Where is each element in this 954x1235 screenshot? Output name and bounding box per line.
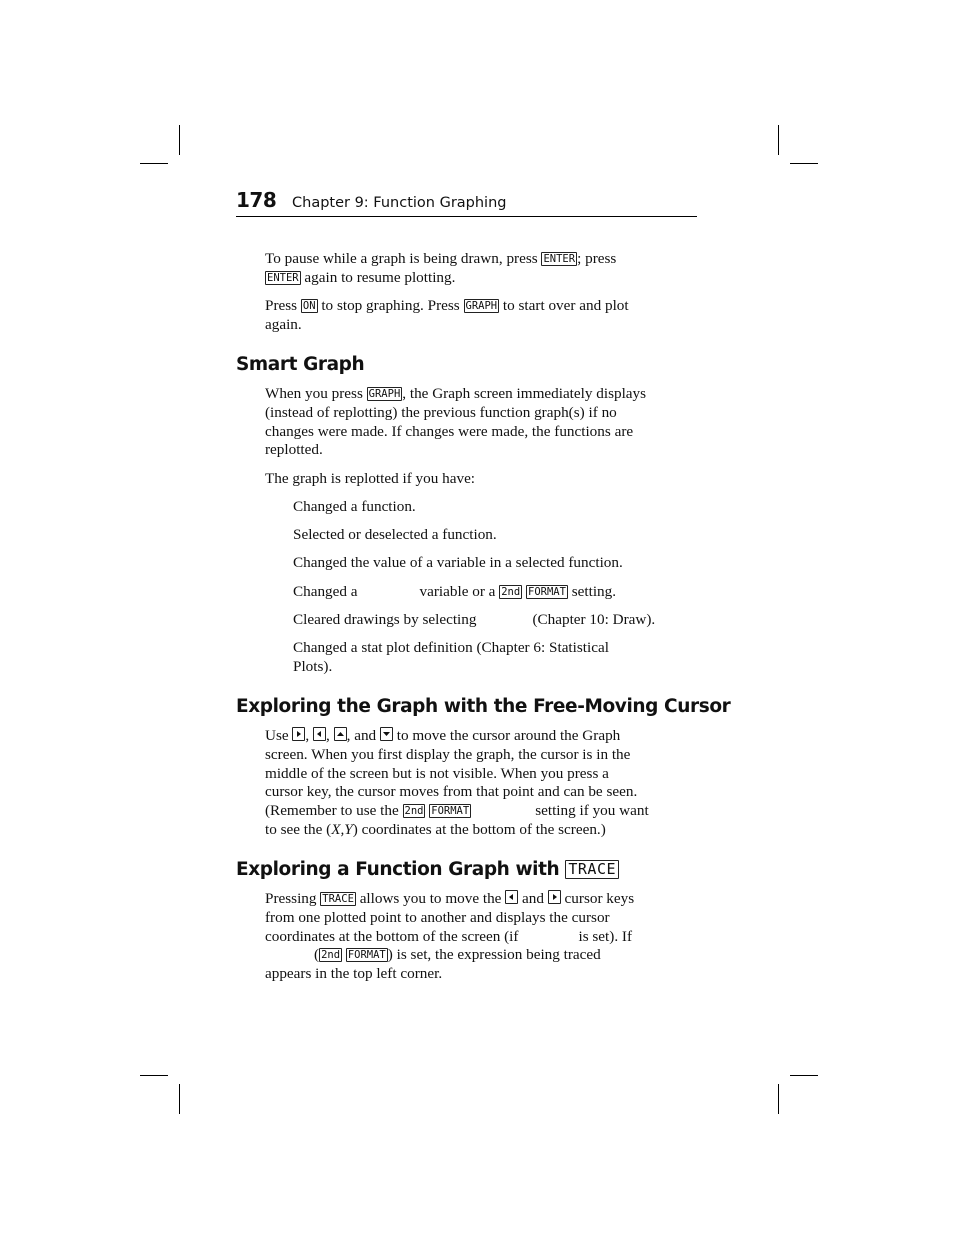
format-key: FORMAT: [347, 949, 386, 962]
down-arrow-icon: [380, 727, 393, 741]
trace-key: TRACE: [565, 860, 619, 879]
crop-mark: [778, 125, 779, 155]
trace-paragraph: Pressing TRACE allows you to move the and cursor keys from one plotted point to another and displays the cursor coordinates at the bottom of the screen (if is set). If ( 2nd FORMAT ) is set, the expression being traced appears in the top left corner.: [265, 890, 635, 983]
list-item: Cleared drawings by selecting (Chapter 10: Draw).: [293, 611, 656, 628]
format-key: FORMAT: [528, 586, 566, 598]
up-arrow-icon: [334, 727, 347, 741]
list-item: Changed a variable or a 2nd FORMAT setting.: [293, 583, 617, 600]
on-key: ON: [302, 300, 316, 312]
list-item: Changed the value of a variable in a selected function.: [293, 554, 623, 571]
left-arrow-icon: [505, 890, 518, 904]
page-header: [236, 188, 697, 217]
crop-mark: [140, 163, 168, 164]
section-heading-smart-graph: Smart Graph: [236, 354, 365, 375]
enter-key: ENTER: [267, 271, 299, 284]
graph-key: GRAPH: [465, 300, 498, 312]
second-key: 2nd: [404, 805, 424, 818]
left-arrow-icon: [313, 727, 326, 741]
free-cursor-paragraph: Use , , , and to move the cursor around the Graph screen. When you first display the graph, the cursor is in the middle of the screen but is not visible. When you press a cursor key, the cursor moves from that point and can be seen. (Remember to use the 2nd FORMAT setting if you want to see the (X,Y) coordinates at the bottom of the screen.): [265, 727, 649, 838]
section-heading-free-moving-cursor: Exploring the Graph with the Free-Moving Cursor: [236, 696, 731, 717]
right-arrow-icon: [548, 890, 561, 904]
trace-key: TRACE: [322, 893, 354, 905]
chapter-title: Chapter 9: Function Graphing: [292, 195, 507, 211]
second-key: 2nd: [321, 949, 341, 962]
stop-paragraph: Press ON to stop graphing. Press GRAPH to start over and plot again.: [265, 297, 629, 333]
crop-mark: [179, 125, 180, 155]
list-item: Changed a function.: [293, 498, 416, 515]
page-number: 178: [236, 188, 277, 212]
crop-mark: [140, 1075, 168, 1076]
crop-mark: [778, 1084, 779, 1114]
second-key: 2nd: [501, 586, 521, 598]
section-heading-trace: Exploring a Function Graph with TRACE: [236, 859, 619, 880]
format-key: FORMAT: [431, 805, 470, 818]
replot-intro: The graph is replotted if you have:: [265, 470, 476, 487]
list-item: Selected or deselected a function.: [293, 526, 497, 543]
pause-paragraph: To pause while a graph is being drawn, press ENTER ; press ENTER again to resume plotting.: [265, 250, 617, 286]
smart-graph-paragraph: When you press GRAPH , the Graph screen immediately displays (instead of replotting) the previous function graph(s) if no changes were made. If changes were made, the functions are replotted.: [265, 385, 647, 459]
list-item: Changed a stat plot definition (Chapter 6: Statistical Plots).: [293, 639, 609, 675]
crop-mark: [790, 163, 818, 164]
right-arrow-icon: [292, 727, 305, 741]
enter-key: ENTER: [543, 253, 576, 265]
crop-mark: [179, 1084, 180, 1114]
graph-key: GRAPH: [368, 388, 401, 400]
crop-mark: [790, 1075, 818, 1076]
